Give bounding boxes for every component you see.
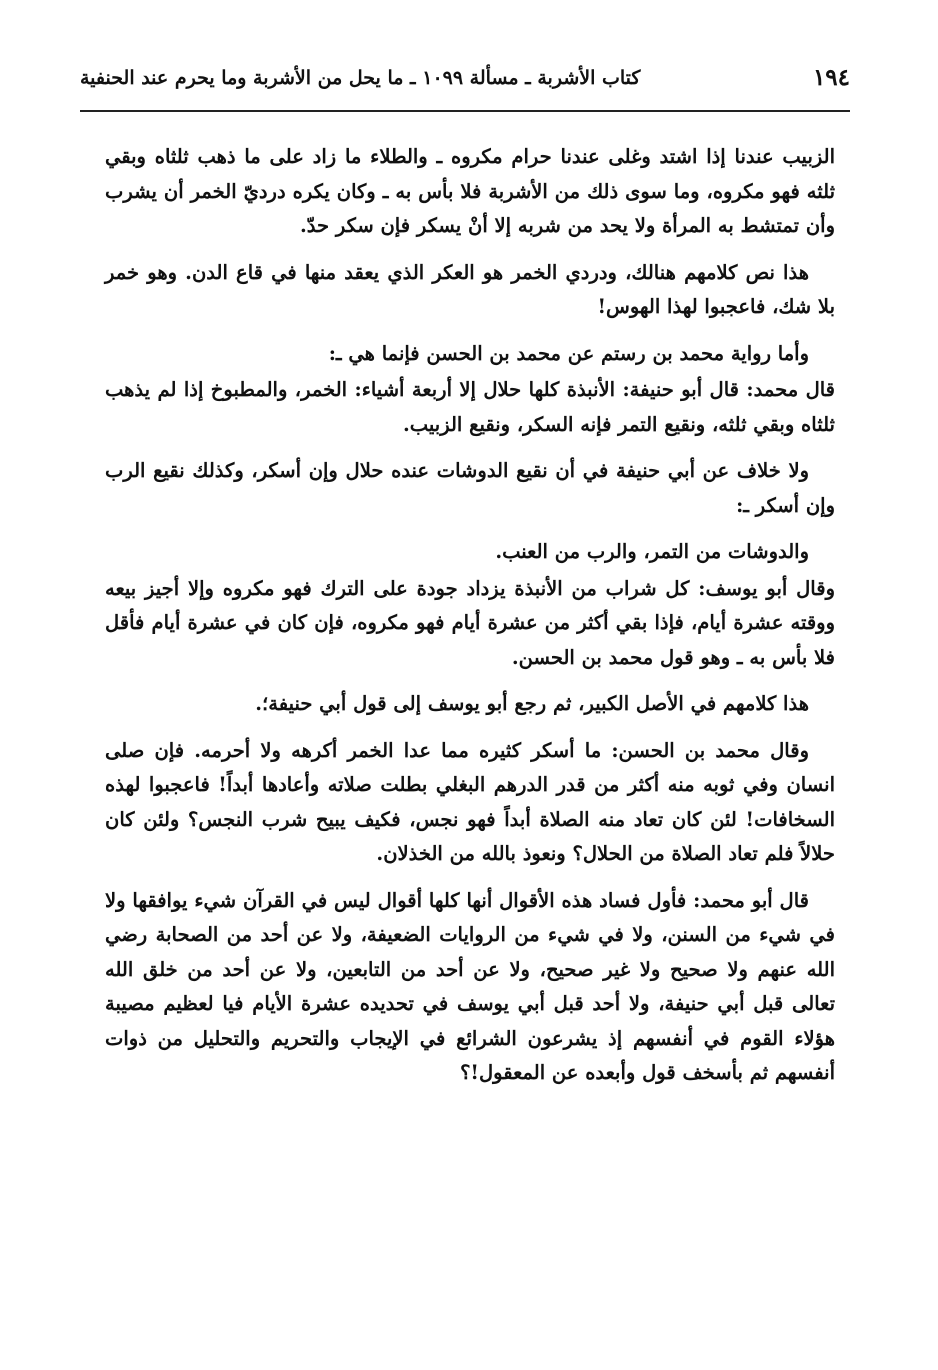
paragraph-1: الزبيب عندنا إذا اشتد وغلى عندنا حرام مكروه ـ والطلاء ما زاد على ما ذهب ثلثاه وبقي ثلثه فهو مكروه، وما سوى ذلك من الأشربة فلا بأس به ـ وكان يكره درديّ الخمر أن يشرب وأن تمتشط به المرأة ولا يحد من شربه إلا أنْ يسكر فإن سكر حدّ. (105, 145, 835, 237)
page-number: ١٩٤ (812, 64, 850, 91)
paragraph-8: هذا كلامهم في الأصل الكبير، ثم رجع أبو يوسف إلى قول أبي حنيفة؛. (255, 692, 809, 715)
header-divider (80, 110, 850, 112)
paragraph-7: وقال أبو يوسف: كل شراب من الأنبذة يزداد جودة على الترك فهو مكروه وإلا أجيز بيعه ووقته عشرة أيام، فإذا بقي أكثر من عشرة أيام فهو مكروه، فإن كان في عشرة أيام فأقل فلا بأس به ـ وهو قول محمد بن الحسن. (105, 576, 835, 669)
paragraph-10: قال أبو محمد: فأول فساد هذه الأقوال أنها كلها أقوال ليس في القرآن شيء يوافقها ولا في شيء من السنن، ولا في شيء من الروايات الضعيفة، ولا عن أحد من الصحابة رضي الله عنهم ولا صحيح ولا غير صحيح، ولا عن أحد من التابعين، ولا عن أحد من خلق الله تعالى قبل أبي حنيفة، ولا أحد قبل أبي يوسف في تحديده عشرة الأيام فيا لعظيم مصيبة هؤلاء القوم في أنفسهم إذ يشرعون الشرائع في الإيجاب والتحريم والتحليل من ذوات أنفسهم ثم بأسخف قول وأبعده عن المعقول!؟ (105, 888, 835, 1084)
paragraph-9: وقال محمد بن الحسن: ما أسكر كثيره مما عدا الخمر أكرهه ولا أحرمه. فإن صلى انسان وفي ثوبه منه أكثر من قدر الدرهم البغلي بطلت صلاته وأعادها أبداً! فاعجبوا لهذه السخافات! لئن كان تعاد منه الصلاة أبداً فهو نجس، فكيف يبيح شرب النجس؟ ولئن كان حلالاً فلم تعاد الصلاة من الحلال؟ ونعوذ بالله من الخذلان. (105, 738, 835, 865)
paragraph-4: قال محمد: قال أبو حنيفة: الأنبذة كلها حلال إلا أربعة أشياء: الخمر، والمطبوخ إذا لم يذهب ثلثاه وبقي ثلثه، ونقيع التمر فإنه السكر، ونقيع الزبيب. (105, 378, 835, 436)
body-text (105, 140, 835, 1103)
paragraph-6: والدوشات من التمر، والرب من العنب. (495, 540, 809, 563)
paragraph-2: هذا نص كلامهم هنالك، ودردي الخمر هو العكر الذي يعقد منها في قاع الدن. وهو خمر بلا شك، فاعجبوا لهذا الهوس! (105, 260, 835, 318)
paragraph-5: ولا خلاف عن أبي حنيفة في أن نقيع الدوشات عنده حلال وإن أسكر، وكذلك نقيع الرب وإن أسكر ـ: (105, 459, 835, 517)
paragraph-3: وأما رواية محمد بن رستم عن محمد بن الحسن فإنما هي ـ: (328, 341, 809, 365)
running-header (80, 60, 850, 100)
running-header-title: كتاب الأشربة ـ مسألة ١٠٩٩ ـ ما يحل من الأشربة وما يحرم عند الحنفية (80, 67, 641, 89)
